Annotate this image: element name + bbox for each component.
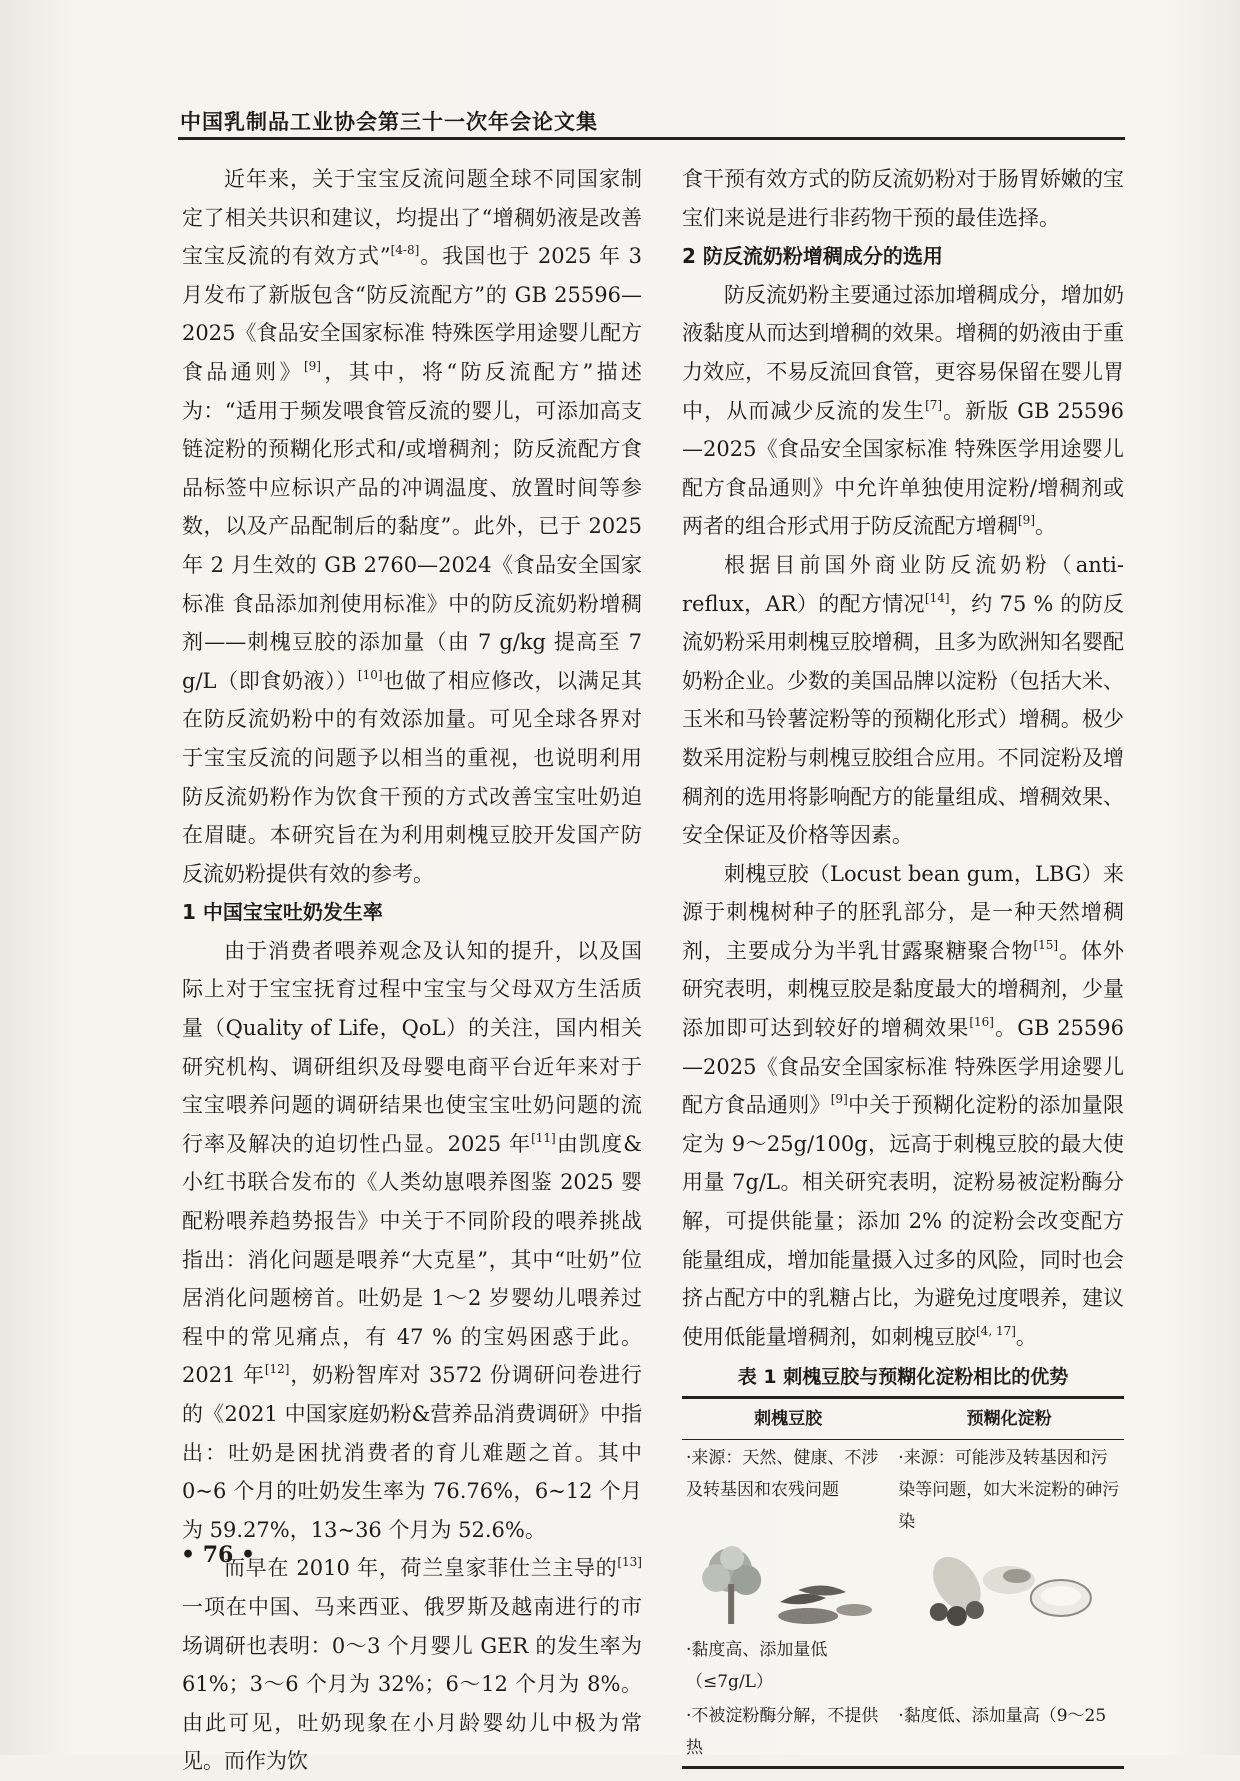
body-paragraph <box>682 276 1124 546</box>
text-run: 。 <box>1035 514 1056 539</box>
text-run: 一项在中国、马来西亚、俄罗斯及越南进行的市场调研也表明：0～3 个月婴儿 GER 的发生率为 61%；3～6 个月为 32%；6～12 个月为 8%。由此可见，吐奶现象在小月龄婴幼儿中极为常见。而作为饮 <box>182 1594 642 1774</box>
table-cell: ·来源：可能涉及转基因和污染等问题，如大米淀粉的砷污染 <box>898 1448 1120 1533</box>
table-cell: ·来源：天然、健康、不涉及转基因和农残问题 <box>686 1448 879 1501</box>
body-paragraph <box>182 932 642 1550</box>
text-run: 。新版 GB 25596—2025《食品安全国家标准 特殊医学用途婴儿配方食品通则》中允许单独使用淀粉/增稠剂或两者的组合形式用于防反流配方增稠 <box>682 398 1124 539</box>
comparison-table <box>682 1396 1124 1769</box>
table-header-row <box>682 1398 1124 1440</box>
running-header: 中国乳制品工业协会第三十一次年会论文集 <box>180 110 598 134</box>
text-run: 防反流奶粉主要通过添加增稠成分，增加奶液黏度从而达到增稠的效果。增稠的奶液由于重力效应，不易反流回食管，更容易保留在婴儿胃中，从而减少反流的发生 <box>682 282 1124 423</box>
citation-ref: [11] <box>531 1130 556 1145</box>
citation-ref: [4, 17] <box>976 1323 1016 1338</box>
text-run: 中关于预糊化淀粉的添加量限定为 9～25g/100g，远高于刺槐豆胶的最大使用量 7g/L。相关研究表明，淀粉易被淀粉酶分解，可提供能量；添加 2% 的淀粉会改变配方能量组成，增加能量摄入过多的风险，同时也会挤占配方中的乳糖占比，为避免过度喂养，建议使用低能量增稠剂，如刺槐豆胶 <box>682 1093 1124 1349</box>
carob-illustration-cell <box>682 1538 894 1632</box>
text-run: 。我国也于 2025 年 3 月发布了新版包含“防反流配方”的 GB 25596—2025《食品安全国家标准 特殊医学用途婴儿配方食品通则》 <box>182 244 642 384</box>
text-run: 。 <box>1015 1324 1037 1349</box>
citation-ref: [14] <box>924 590 950 605</box>
table-header-starch: 预糊化淀粉 <box>894 1398 1124 1440</box>
header-rule <box>178 137 1125 140</box>
table-cell: ·黏度高、添加量低（≤7g/L） <box>686 1640 828 1693</box>
page-number: • 76 • <box>181 1542 256 1568</box>
body-paragraph <box>682 160 1124 237</box>
citation-ref: [7] <box>925 397 943 412</box>
table-title: 表 1 刺槐豆胶与预糊化淀粉相比的优势 <box>737 1366 1069 1389</box>
table-row <box>682 1632 1124 1698</box>
right-column <box>682 160 1124 1769</box>
citation-ref: [16] <box>969 1015 994 1030</box>
text-run: 根据目前国外商业防反流奶粉（anti-reflux，AR）的配方情况 <box>682 552 1124 616</box>
citation-ref: [10] <box>357 667 383 682</box>
body-paragraph <box>682 546 1124 855</box>
text-run: 2 防反流奶粉增稠成分的选用 <box>682 244 943 269</box>
body-paragraph <box>682 855 1124 1357</box>
citation-ref: [4-8] <box>390 243 420 258</box>
section-heading <box>182 893 642 932</box>
citation-ref: [13] <box>617 1555 642 1570</box>
text-run: 也做了相应修改，以满足其在防反流奶粉中的有效添加量。可见全球各界对于宝宝反流的问题予以相当的重视，也说明利用防反流奶粉作为饮食干预的方式改善宝宝吐奶迫在眉睫。本研究旨在为利用刺槐豆胶开发国产防反流奶粉提供有效的参考。 <box>182 668 642 886</box>
body-paragraph <box>182 160 642 893</box>
rice-corn-potato-starch-image <box>898 1540 1120 1628</box>
starch-illustration-cell <box>894 1538 1124 1632</box>
section-heading <box>682 237 1124 276</box>
carob-tree-and-pods-image <box>686 1540 890 1628</box>
table-illustration-row <box>682 1538 1124 1632</box>
text-run: 食干预有效方式的防反流奶粉对于肠胃娇嫩的宝宝们来说是进行非药物干预的最佳选择。 <box>682 167 1124 230</box>
left-column <box>182 160 642 1781</box>
text-run: ，奶粉智库对 3572 份调研问卷进行的《2021 中国家庭奶粉&营养品消费调研》中指出：吐奶是困扰消费者的育儿难题之首。其中 0~6 个月的吐奶发生率为 76.76%，6~12 个月为 59.27%，13~36 个月为 52.6%。 <box>182 1363 643 1542</box>
table-header-lbg: 刺槐豆胶 <box>682 1398 894 1440</box>
citation-ref: [15] <box>1033 937 1059 952</box>
body-paragraph <box>182 1549 642 1781</box>
text-run: 近年来，关于宝宝反流问题全球不同国家制定了相关共识和建议，均提出了“增稠奶液是改善宝宝反流的有效方式” <box>182 167 642 269</box>
text-run: ，约 75 % 的防反流奶粉采用刺槐豆胶增稠，且多为欧洲知名婴配奶粉企业。少数的美国品牌以淀粉（包括大米、玉米和马铃薯淀粉等的预糊化形式）增稠。极少数采用淀粉与刺槐豆胶组合应用。不同淀粉及增稠剂的选用将影响配方的能量组成、增稠效果、安全保证及价格等因素。 <box>682 591 1124 848</box>
citation-ref: [9] <box>303 358 321 373</box>
table-cell <box>894 1632 1124 1698</box>
text-run: 。体外研究表明，刺槐豆胶是黏度最大的增稠剂，少量添加即可达到较好的增稠效果 <box>682 938 1125 1041</box>
citation-ref: [9] <box>1018 513 1035 528</box>
table-row <box>682 1440 1124 1539</box>
right-column-text <box>682 160 1124 1356</box>
citation-ref: [9] <box>830 1092 848 1107</box>
text-run: ，其中，将“防反流配方”描述为：“适用于频发喂食管反流的婴儿，可添加高支链淀粉的预糊化形式和/或增稠剂；防反流配方食品标签中应标识产品的冲调温度、放置时间等参数，以及产品配制后的黏度”。此外，已于 2025 年 2 月生效的 GB 2760—2024《食品安全国家标准 食品添加剂使用标准》中的防反流奶粉增稠剂——刺槐豆胶的添加量（由 7 g/kg 提高至 7 g/L（即食奶液）） <box>182 359 642 693</box>
text-run: 而早在 2010 年，荷兰皇家菲仕兰主导的 <box>224 1556 618 1581</box>
table-cell: ·黏度低、添加量高（9～25 <box>894 1698 1124 1768</box>
text-run: 刺槐豆胶（Locust bean gum，LBG）来源于刺槐树种子的胚乳部分，是一种天然增稠剂，主要成分为半乳甘露聚糖聚合物 <box>682 861 1124 963</box>
citation-ref: [12] <box>264 1362 290 1377</box>
text-run: 由于消费者喂养观念及认知的提升，以及国际上对于宝宝抚育过程中宝宝与父母双方生活质量（Quality of Life，QoL）的关注，国内相关研究机构、调研组织及母婴电商平台近年来对于宝宝喂养问题的调研结果也使宝宝吐奶问题的流行率及解决的迫切性凸显。2025 年 <box>182 938 642 1156</box>
text-run: 1 中国宝宝吐奶发生率 <box>182 900 383 925</box>
table-cell: ·不被淀粉酶分解，不提供热 <box>682 1698 894 1768</box>
text-run: 。GB 25596—2025《食品安全国家标准 特殊医学用途婴儿配方食品通则》 <box>682 1016 1125 1118</box>
table-row <box>682 1698 1124 1768</box>
text-run: 由凯度&小红书联合发布的《人类幼崽喂养图鉴 2025 婴配粉喂养趋势报告》中关于不同阶段的喂养挑战指出：消化问题是喂养“大克星”，其中“吐奶”位居消化问题榜首。吐奶是 1～2 岁婴幼儿喂养过程中的常见痛点，有 47 % 的宝妈困惑于此。2021 年 <box>182 1131 642 1388</box>
